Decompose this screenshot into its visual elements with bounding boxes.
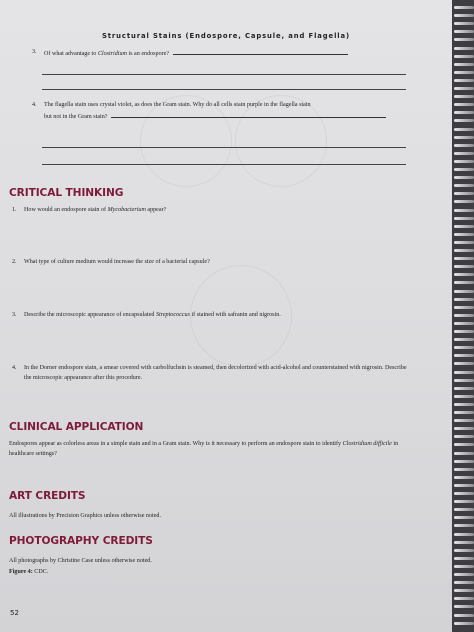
spiral-coil — [454, 411, 474, 414]
spiral-binding — [452, 0, 474, 632]
spiral-coil — [454, 241, 474, 244]
review-question-3 — [32, 48, 412, 60]
photography-credits-text: All photographs by Christine Case unless otherwise noted. — [9, 558, 152, 564]
spiral-coil — [454, 152, 474, 155]
critical-question-2 — [12, 258, 412, 268]
spiral-coil — [454, 443, 474, 446]
spiral-coil — [454, 549, 474, 552]
spiral-coil — [454, 492, 474, 495]
question-text: The flagella stain uses crystal violet, as does the Gram stain. Why do all cells stain purple in the flagella stain but not in the Gram stain? — [44, 101, 412, 122]
spiral-coil — [454, 589, 474, 592]
question-number: 3. — [32, 49, 37, 55]
question-text: What type of culture medium would increase the size of a bacterial capsule? — [24, 259, 210, 265]
spiral-coil — [454, 87, 474, 90]
question-text: In the Dorner endospore stain, a smear covered with carbolfuchsin is steamed, then decolorized with acid-alcohol and counterstained with nigrosin. Describe the microscopic appearance after this procedure. — [24, 365, 407, 381]
spiral-coil — [454, 63, 474, 66]
spiral-coil — [454, 176, 474, 179]
clinical-application-text: Endospores appear as colorless areas in a simple stain and in a Gram stain. Why is it necessary to perform an endospore stain to identify Clostridium difficile in healthcare settings? — [9, 441, 399, 457]
spiral-coil — [454, 452, 474, 455]
spiral-coil — [454, 22, 474, 25]
question-text: How would an endospore stain of Mycobacterium appear? — [24, 207, 167, 213]
photography-credits-heading: PHOTOGRAPHY CREDITS — [9, 535, 153, 547]
spiral-coil — [454, 395, 474, 398]
answer-line[interactable] — [111, 111, 386, 118]
question-text: Describe the microscopic appearance of encapsulated Streptococcus if stained with safranin and nigrosin. — [24, 312, 281, 318]
review-question-4 — [32, 101, 412, 122]
answer-line[interactable] — [42, 164, 406, 165]
spiral-coil — [454, 128, 474, 131]
answer-line[interactable] — [173, 48, 348, 55]
question-number: 4. — [32, 102, 37, 108]
spiral-coil — [454, 144, 474, 147]
spiral-coil — [454, 257, 474, 260]
spiral-coil — [454, 217, 474, 220]
spiral-coil — [454, 249, 474, 252]
spiral-coil — [454, 354, 474, 357]
spiral-coil — [454, 484, 474, 487]
spiral-coil — [454, 387, 474, 390]
spiral-coil — [454, 573, 474, 576]
question-number: 3. — [12, 312, 17, 318]
spiral-coil — [454, 168, 474, 171]
spiral-coil — [454, 362, 474, 365]
figure-credit — [9, 568, 409, 578]
answer-line[interactable] — [42, 74, 406, 75]
critical-thinking-heading: CRITICAL THINKING — [9, 187, 124, 199]
spiral-coil — [454, 47, 474, 50]
answer-line[interactable] — [42, 89, 406, 90]
question-number: 1. — [12, 207, 17, 213]
page-header: Structural Stains (Endospore, Capsule, and Flagella) — [101, 32, 351, 40]
question-number: 4. — [12, 365, 17, 371]
spiral-coil — [454, 281, 474, 284]
spiral-coil — [454, 371, 474, 374]
spiral-coil — [454, 30, 474, 33]
spiral-coil — [454, 160, 474, 163]
spiral-coil — [454, 508, 474, 511]
spiral-coil — [454, 290, 474, 293]
spiral-coil — [454, 79, 474, 82]
clinical-application-heading: CLINICAL APPLICATION — [9, 421, 144, 433]
figure-credit-text: CDC. — [32, 569, 49, 575]
spiral-coil — [454, 111, 474, 114]
question-text: Of what advantage to Clostridium is an endospore? — [44, 48, 412, 60]
spiral-coil — [454, 460, 474, 463]
page-number: 52 — [10, 609, 19, 617]
spiral-coil — [454, 476, 474, 479]
spiral-coil — [454, 306, 474, 309]
spiral-coil — [454, 565, 474, 568]
spiral-coil — [454, 435, 474, 438]
spiral-coil — [454, 273, 474, 276]
spiral-coil — [454, 314, 474, 317]
spiral-coil — [454, 541, 474, 544]
spiral-coil — [454, 103, 474, 106]
spiral-coil — [454, 184, 474, 187]
spiral-coil — [454, 597, 474, 600]
spiral-coil — [454, 581, 474, 584]
spiral-coil — [454, 71, 474, 74]
spiral-coil — [454, 500, 474, 503]
spiral-coil — [454, 533, 474, 536]
figure-label: Figure 4: — [9, 569, 33, 575]
spiral-coil — [454, 298, 474, 301]
spiral-coil — [454, 346, 474, 349]
spiral-coil — [454, 225, 474, 228]
spiral-coil — [454, 14, 474, 17]
spiral-coil — [454, 614, 474, 617]
answer-line[interactable] — [42, 147, 406, 148]
spiral-coil — [454, 427, 474, 430]
spiral-coil — [454, 192, 474, 195]
question-number: 2. — [12, 259, 17, 265]
spiral-coil — [454, 200, 474, 203]
spiral-coil — [454, 403, 474, 406]
critical-question-1 — [12, 206, 412, 216]
spiral-coil — [454, 524, 474, 527]
spiral-coil — [454, 6, 474, 9]
spiral-coil — [454, 379, 474, 382]
spiral-coil — [454, 322, 474, 325]
spiral-coil — [454, 605, 474, 608]
art-credits-heading: ART CREDITS — [9, 490, 86, 502]
spiral-coil — [454, 55, 474, 58]
spiral-coil — [454, 265, 474, 268]
spiral-coil — [454, 516, 474, 519]
spiral-coil — [454, 557, 474, 560]
spiral-coil — [454, 622, 474, 625]
critical-question-4 — [12, 364, 412, 383]
spiral-coil — [454, 136, 474, 139]
spiral-coil — [454, 419, 474, 422]
spiral-coil — [454, 233, 474, 236]
spiral-coil — [454, 38, 474, 41]
critical-question-3 — [12, 311, 412, 321]
spiral-coil — [454, 119, 474, 122]
spiral-coil — [454, 209, 474, 212]
spiral-coil — [454, 338, 474, 341]
spiral-coil — [454, 468, 474, 471]
spiral-coil — [454, 95, 474, 98]
art-credits-text: All illustrations by Precision Graphics unless otherwise noted. — [9, 513, 161, 519]
spiral-coil — [454, 330, 474, 333]
